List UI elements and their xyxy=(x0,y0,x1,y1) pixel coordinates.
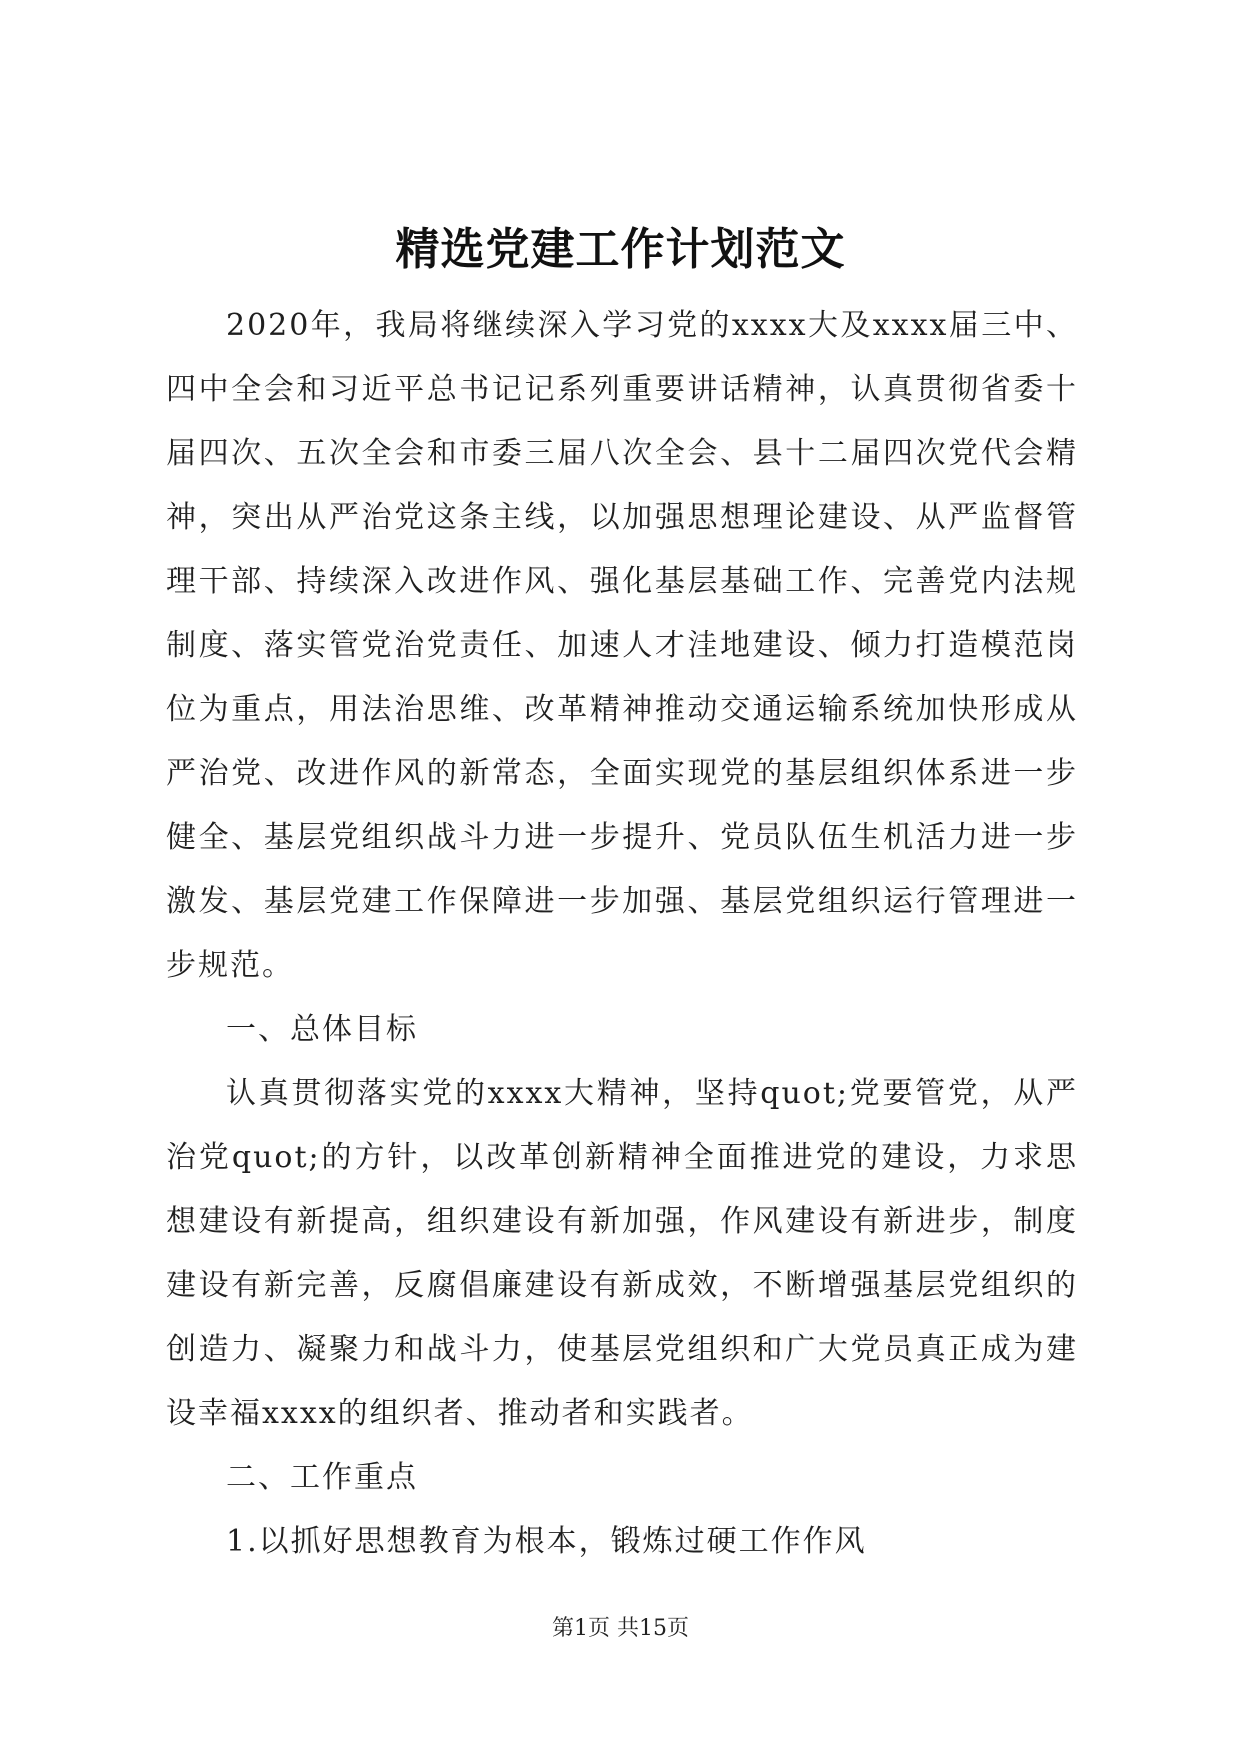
paragraph-intro: 2020年，我局将继续深入学习党的xxxx大及xxxx届三中、四中全会和习近平总书记记系列重要讲话精神，认真贯彻省委十届四次、五次全会和市委三届八次全会、县十二届四次党代会精神，突出从严治党这条主线，以加强思想理论建设、从严监督管理干部、持续深入改进作风、强化基层基础工作、完善党内法规制度、落实管党治党责任、加速人才洼地建设、倾力打造模范岗位为重点，用法治思维、改革精神推动交通运输系统加快形成从严治党、改进作风的新常态，全面实现党的基层组织体系进一步健全、基层党组织战斗力进一步提升、党员队伍生机活力进一步激发、基层党建工作保障进一步加强、基层党组织运行管理进一步规范。 xyxy=(166,308,1078,983)
document-title: 精选党建工作计划范文 xyxy=(395,224,846,275)
document-body xyxy=(166,294,1078,1574)
subsection-heading-1: 1.以抓好思想教育为根本，锻炼过硬工作作风 xyxy=(226,1524,867,1559)
page-footer: 第1页 共15页 xyxy=(552,1616,689,1641)
paragraph-overall-goal: 认真贯彻落实党的xxxx大精神，坚持quot;党要管党，从严治党quot;的方针，以改革创新精神全面推进党的建设，力求思想建设有新提高，组织建设有新加强，作风建设有新进步，制度建设有新完善，反腐倡廉建设有新成效，不断增强基层党组织的创造力、凝聚力和战斗力，使基层党组织和广大党员真正成为建设幸福xxxx的组织者、推动者和实践者。 xyxy=(166,1076,1078,1431)
section-heading-work-focus: 二、工作重点 xyxy=(226,1460,418,1495)
section-heading-overall-goal: 一、总体目标 xyxy=(226,1012,418,1047)
